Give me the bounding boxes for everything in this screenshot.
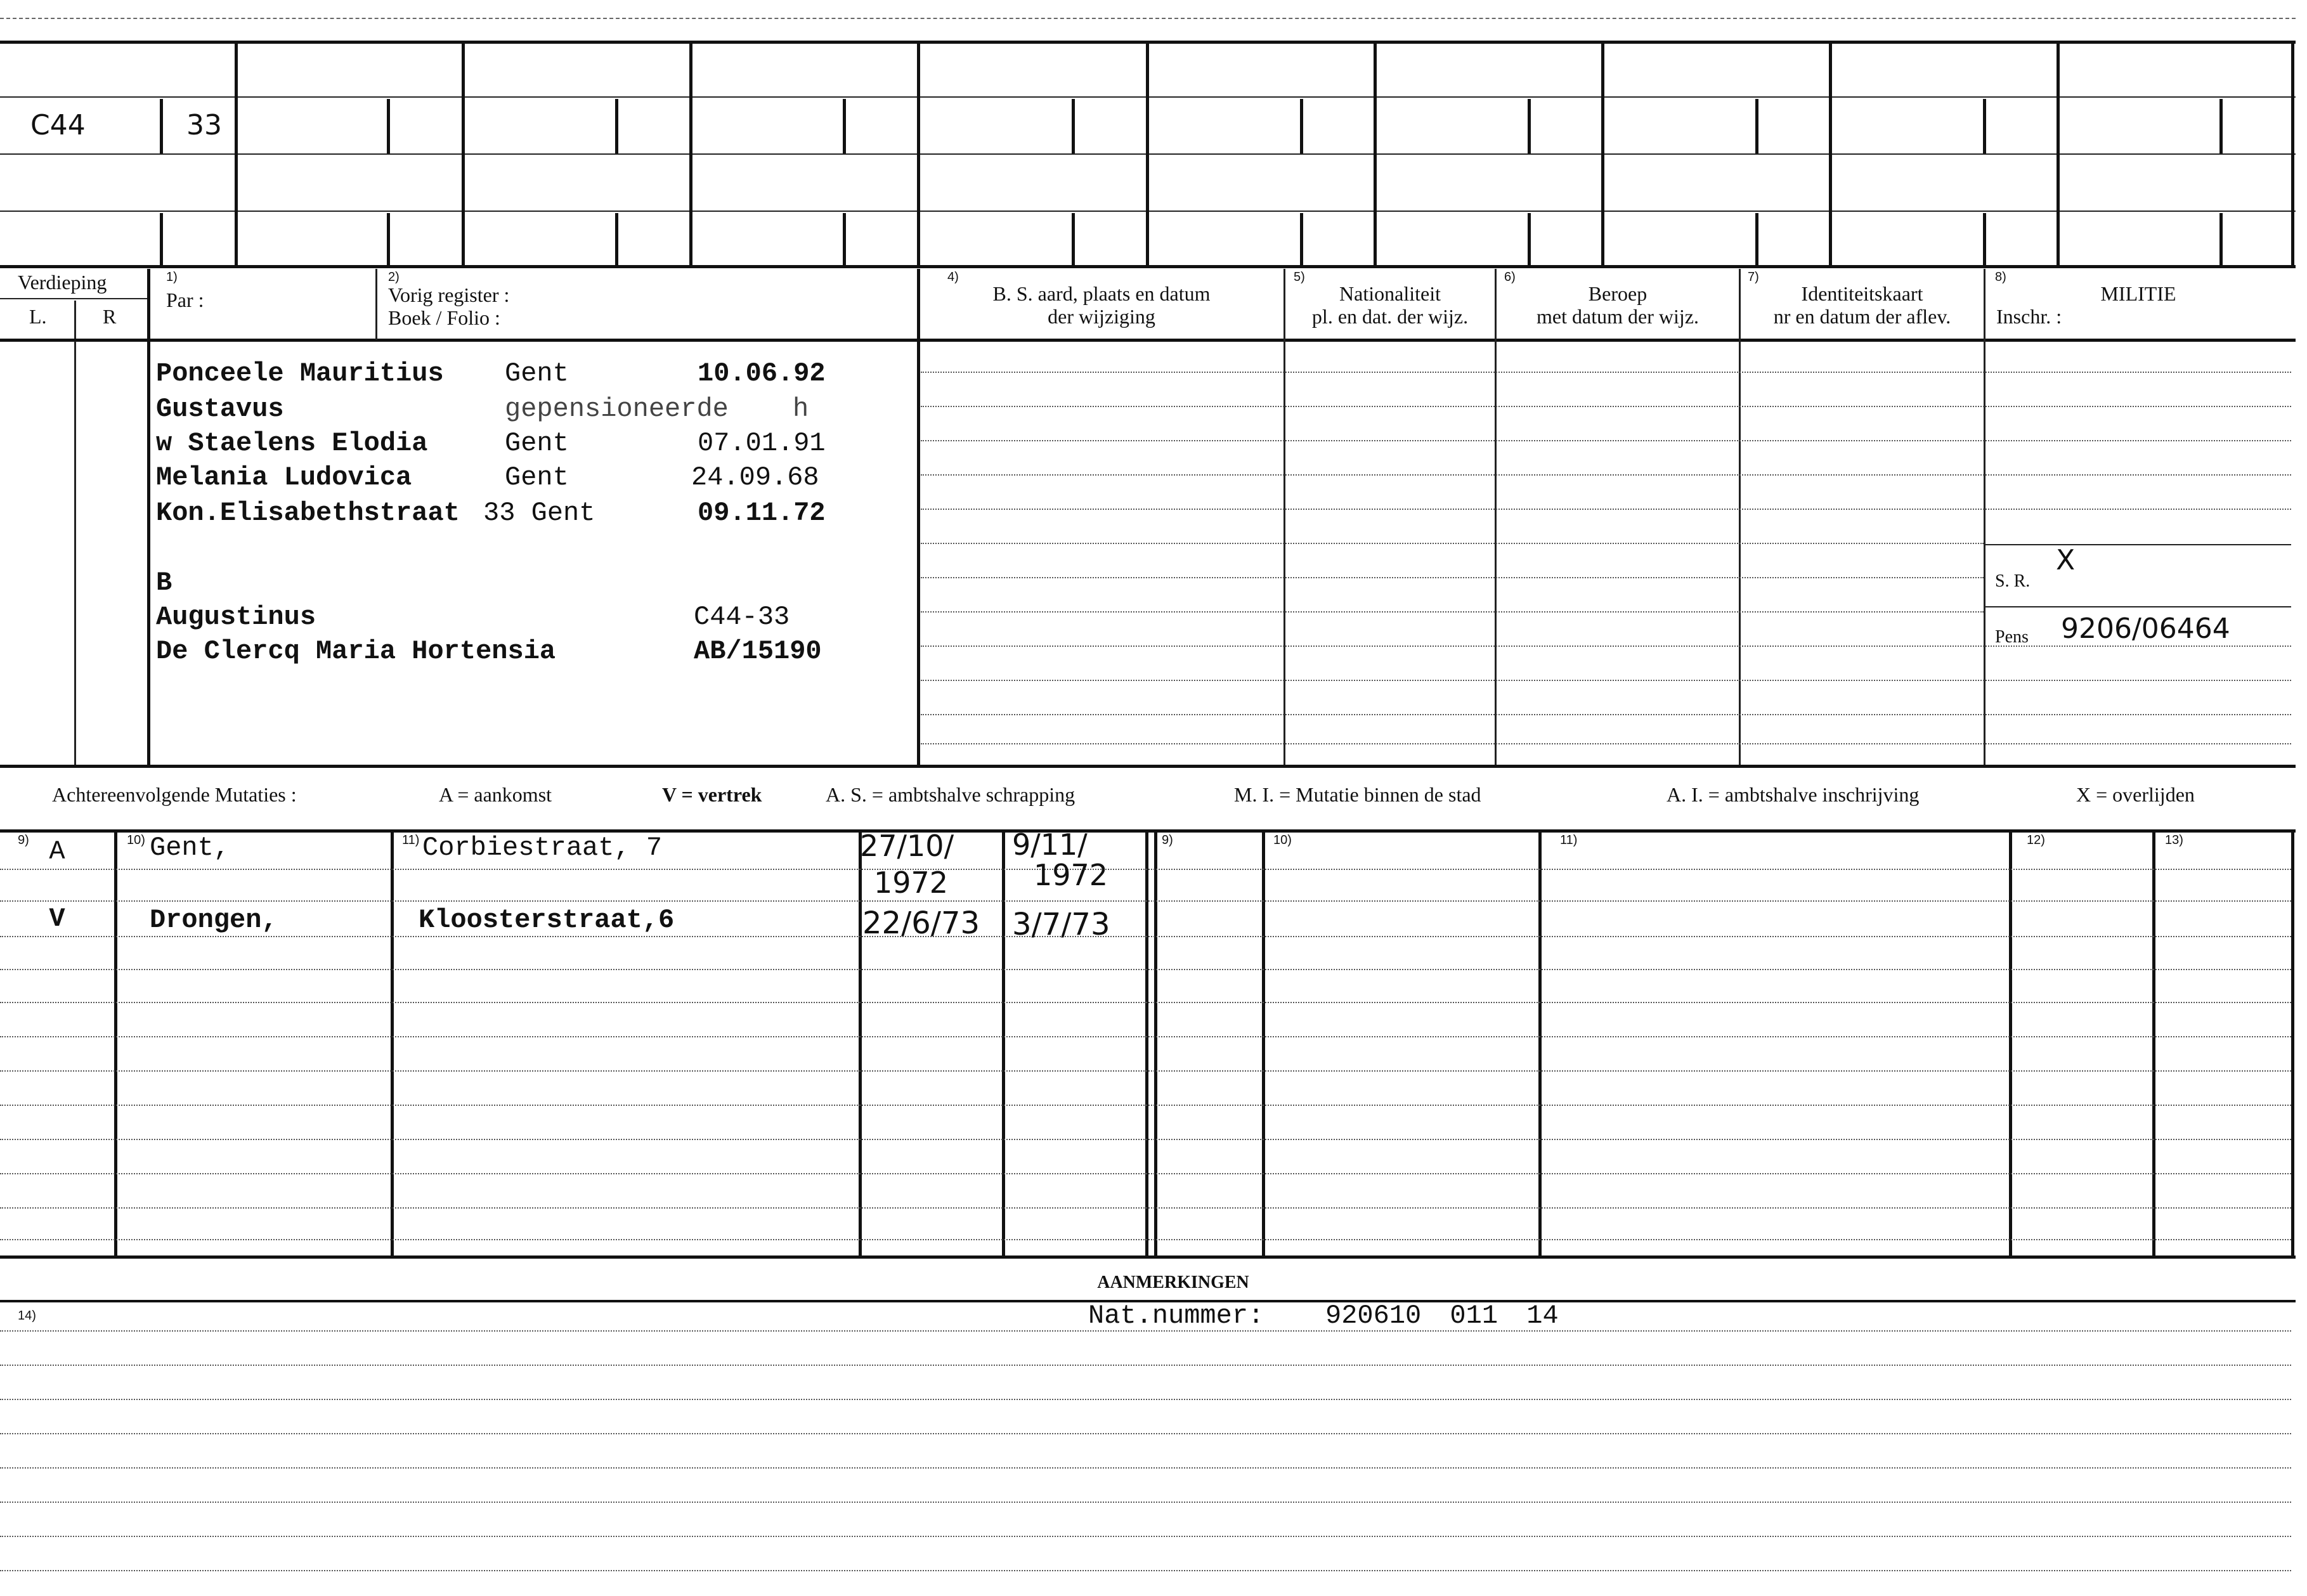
mut-n13: 13) — [2165, 833, 2183, 847]
birth-date-3: 07.01.91 — [698, 428, 826, 458]
ref-8: AB/15190 — [694, 636, 822, 666]
sr-value: X — [2056, 544, 2076, 576]
id-header-2: nr en datum der aflev. — [1773, 305, 1951, 328]
grid-vline — [2291, 42, 2294, 265]
col-vline-vorig — [375, 269, 377, 340]
mut-vline — [391, 831, 394, 1255]
remarks-title: AANMERKINGEN — [1097, 1273, 1249, 1292]
grid-short-vline — [387, 213, 390, 265]
legend-as: A. S. = ambtshalve schrapping — [826, 783, 1076, 806]
n7: 7) — [1748, 270, 1759, 284]
grid-vline — [1146, 42, 1149, 265]
person-name-1: Ponceele Mauritius — [156, 358, 444, 389]
n2: 2) — [388, 270, 400, 284]
address-number-place: 33 Gent — [483, 498, 595, 528]
mutation-type: A — [49, 836, 65, 867]
legend-v: V = vertrek — [662, 783, 762, 806]
mutations-bottom-line — [0, 1255, 2296, 1259]
mutation-street: Corbiestraat, 7 — [422, 833, 663, 863]
grid-vline — [917, 42, 920, 265]
birth-date-4: 24.09.68 — [691, 462, 819, 493]
militie-line — [1985, 544, 2291, 545]
grid-short-vline — [1072, 213, 1075, 265]
occupation-extra: h — [793, 394, 809, 424]
mutation-place: Drongen, — [150, 905, 278, 935]
grid-short-vline — [160, 213, 163, 265]
grid-vline — [235, 42, 238, 265]
vorig-register-label: Vorig register : — [388, 283, 510, 306]
grid-vline — [1601, 42, 1604, 265]
grid-short-vline — [1755, 213, 1758, 265]
mut-vline — [1262, 831, 1265, 1255]
beroep-header-2: met datum der wijz. — [1537, 305, 1699, 328]
mutation-date2: 9/11/ — [1012, 827, 1088, 862]
militie-header: MILITIE — [2100, 282, 2176, 305]
legend-ai: A. I. = ambtshalve inschrijving — [1667, 783, 1920, 806]
grid-short-vline — [2219, 213, 2223, 265]
nat-header-2: pl. en dat. der wijz. — [1311, 305, 1469, 328]
mutation-date1: 27/10/ — [860, 829, 954, 863]
militie-line — [1985, 606, 2291, 607]
lr-body-divider — [74, 341, 76, 765]
mut-n12: 12) — [2027, 833, 2045, 847]
mutation-date2-year: 1972 — [1034, 858, 1108, 892]
person-name-4: Melania Ludovica — [156, 462, 412, 493]
boek-folio-label: Boek / Folio : — [388, 306, 500, 329]
birth-date-1: 10.06.92 — [698, 358, 826, 389]
mut-vline — [1002, 831, 1005, 1255]
mut-vline — [1154, 831, 1157, 1255]
ref-7: C44-33 — [694, 602, 790, 632]
grid-vline — [1374, 42, 1377, 265]
legend-a: A = aankomst — [439, 783, 552, 806]
mutation-type: V — [49, 904, 65, 934]
mutation-date1: 22/6/73 — [862, 905, 980, 941]
legend-mi: M. I. = Mutatie binnen de stad — [1234, 783, 1481, 806]
mut-vline — [2291, 831, 2294, 1255]
grid-short-vline — [1300, 99, 1303, 153]
mut-n10b: 10) — [1273, 833, 1292, 847]
pens-label: Pens — [1995, 627, 2029, 647]
id-header-1: Identiteitskaart — [1801, 282, 1923, 305]
verdieping-divider — [0, 298, 149, 299]
nat-number-value: 920610 011 14 — [1325, 1301, 1559, 1331]
header-bottom-line — [0, 339, 2296, 342]
nat-header-1: Nationaliteit — [1339, 282, 1441, 305]
n8: 8) — [1995, 270, 2006, 284]
grid-short-vline — [1528, 99, 1531, 153]
grid-short-vline — [1755, 99, 1758, 153]
mut-vline — [2009, 831, 2012, 1255]
grid-short-vline — [2219, 99, 2223, 153]
house-number: 33 — [186, 109, 222, 141]
grid-short-vline — [1983, 99, 1986, 153]
birth-place-3: Gent — [505, 428, 569, 458]
mut-vline — [859, 831, 862, 1255]
line-b: B — [156, 568, 172, 598]
body-bottom-line — [0, 765, 2296, 768]
verdieping-label: Verdieping — [18, 271, 107, 294]
r-label: R — [103, 305, 117, 328]
col-vline-nat — [1283, 269, 1285, 765]
remarks-n14: 14) — [18, 1309, 36, 1323]
n6: 6) — [1504, 270, 1516, 284]
legend-x: X = overlijden — [2076, 783, 2195, 806]
mutation-date1-year: 1972 — [874, 866, 949, 900]
bs-header-2: der wijziging — [1048, 305, 1155, 328]
grid-short-vline — [387, 99, 390, 153]
n1: 1) — [166, 270, 178, 284]
spouse-name: w Staelens Elodia — [156, 428, 428, 458]
grid-short-vline — [615, 213, 618, 265]
grid-short-vline — [1983, 213, 1986, 265]
nat-number-label: Nat.nummer: — [1088, 1301, 1264, 1331]
beroep-header-1: Beroep — [1588, 282, 1647, 305]
mut-n10: 10) — [127, 833, 145, 847]
col-vline-id — [1739, 269, 1741, 765]
person-name-8: De Clercq Maria Hortensia — [156, 636, 556, 666]
col-vline-par — [147, 269, 150, 765]
mutation-date2: 3/7/73 — [1012, 907, 1110, 942]
grid-short-vline — [1528, 213, 1531, 265]
grid-short-vline — [843, 213, 846, 265]
address-date: 09.11.72 — [698, 498, 826, 528]
grid-short-vline — [160, 99, 163, 153]
mut-n11: 11) — [402, 833, 420, 847]
occupation: gepensioneerde — [505, 394, 729, 424]
sr-label: S. R. — [1995, 571, 2031, 591]
grid-short-vline — [615, 99, 618, 153]
n5: 5) — [1294, 270, 1305, 284]
mutation-place: Gent, — [150, 833, 230, 863]
inschr-label: Inschr. : — [1996, 305, 2062, 328]
block-number: C44 — [30, 109, 86, 141]
par-label: Par : — [166, 289, 204, 311]
person-name-7: Augustinus — [156, 602, 316, 632]
mut-vline — [1538, 831, 1542, 1255]
mut-vline — [114, 831, 117, 1255]
l-label: L. — [29, 305, 47, 328]
mut-n9b: 9) — [1162, 833, 1173, 847]
lr-divider — [74, 301, 76, 339]
grid-vline — [689, 42, 692, 265]
grid-short-vline — [1072, 99, 1075, 153]
grid-short-vline — [843, 99, 846, 153]
mut-vline — [2152, 831, 2155, 1255]
grid-vline — [1829, 42, 1832, 265]
grid-bottom-line — [0, 265, 2296, 268]
address-street: Kon.Elisabethstraat — [156, 498, 460, 528]
mut-n9: 9) — [18, 833, 29, 847]
pens-value: 9206/06464 — [2061, 613, 2230, 645]
birth-place-1: Gent — [505, 358, 569, 389]
grid-short-vline — [1300, 213, 1303, 265]
person-name-2: Gustavus — [156, 394, 284, 424]
grid-vline — [462, 42, 465, 265]
top-edge — [0, 18, 2296, 19]
col-vline-militie — [1984, 269, 1985, 765]
birth-place-4: Gent — [505, 462, 569, 493]
mut-vline — [1145, 831, 1148, 1255]
col-vline-bs — [917, 269, 920, 765]
bs-header-1: B. S. aard, plaats en datum — [992, 282, 1211, 305]
n4: 4) — [947, 270, 959, 284]
col-vline-beroep — [1495, 269, 1497, 765]
mutation-street: Kloosterstraat,6 — [419, 905, 675, 935]
mut-n11b: 11) — [1560, 833, 1578, 847]
grid-vline — [2057, 42, 2060, 265]
legend-title: Achtereenvolgende Mutaties : — [52, 783, 297, 806]
